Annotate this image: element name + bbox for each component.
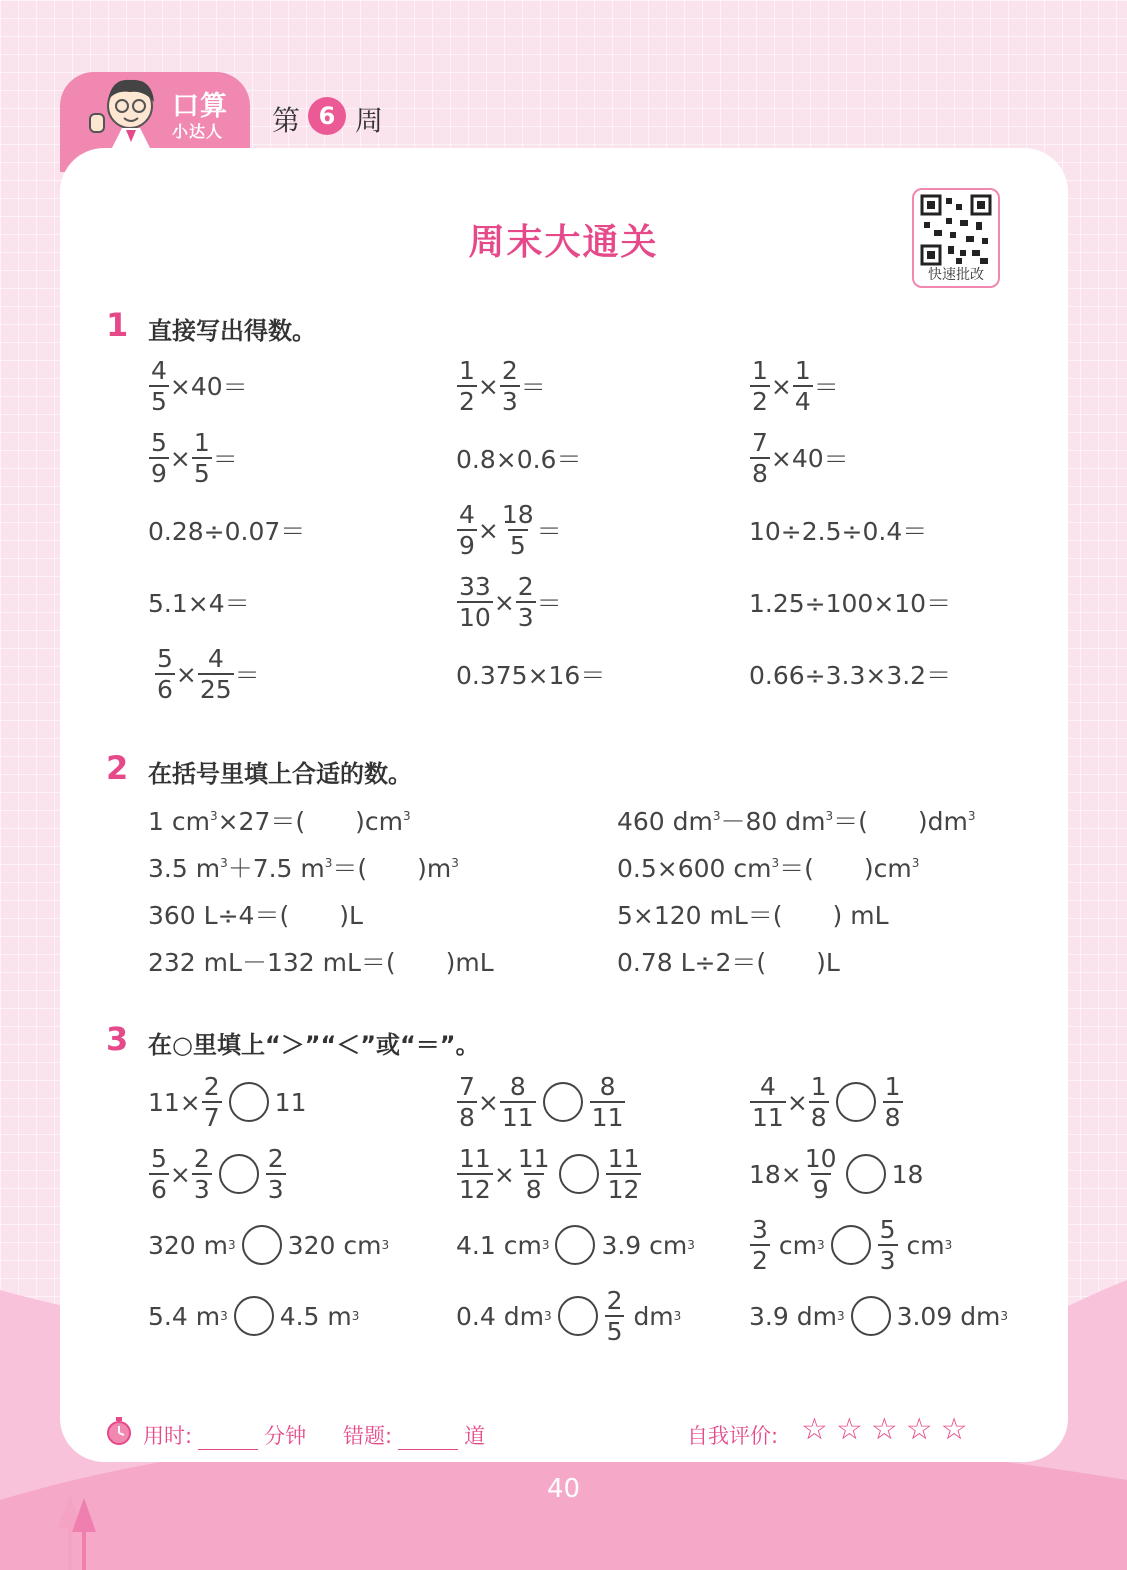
problem-1-15[interactable]: 0.66÷3.3×3.2＝ (749, 661, 952, 690)
compare-3-11[interactable]: 0.4 dm 3 $\frac{2}{5}$ dm 3 (456, 1286, 682, 1346)
compare-circle[interactable] (851, 1296, 891, 1336)
problem-1-11[interactable]: $\frac{33}{10}$ × $\frac{2}{3}$ ＝ (459, 572, 562, 632)
problem-1-3[interactable]: $\frac{1}{2}$ × $\frac{1}{4}$ ＝ (752, 356, 839, 416)
self-evaluation: 自我评价: (687, 1424, 779, 1448)
fill-2-8[interactable]: 0.78 L÷2＝( )L (617, 948, 840, 977)
compare-circle[interactable] (242, 1225, 282, 1265)
badge-subtitle: 小达人 (172, 122, 224, 141)
boy-mascot-icon (82, 72, 164, 148)
problem-1-10[interactable]: 5.1×4＝ (148, 589, 250, 618)
compare-3-9[interactable]: $\frac{3}{2}$ cm 3 $\frac{5}{3}$ cm 3 (752, 1215, 953, 1275)
fill-2-7[interactable]: 5×120 mL＝( ) mL (617, 901, 889, 930)
compare-circle[interactable] (558, 1296, 598, 1336)
badge-title: 口算 (172, 91, 228, 122)
fill-2-3[interactable]: 360 L÷4＝( )L (148, 901, 363, 930)
section-3-instruction: 在○里填上“＞”“＜”或“＝”。 (148, 1031, 480, 1059)
compare-circle[interactable] (219, 1154, 259, 1194)
compare-3-4[interactable]: $\frac{5}{6}$ × $\frac{2}{3}$ $\frac{2}{3}$ (151, 1144, 284, 1204)
page-title: 周末大通关 (468, 222, 659, 263)
compare-circle[interactable] (846, 1154, 886, 1194)
errors-field[interactable]: 错题: 道 (343, 1424, 486, 1448)
compare-3-5[interactable]: $\frac{11}{12}$ × $\frac{11}{8}$ $\frac{11}{12}$ (459, 1144, 640, 1204)
compare-circle[interactable] (555, 1225, 595, 1265)
stopwatch-icon (105, 1416, 133, 1446)
problem-1-6[interactable]: $\frac{7}{8}$ × 40 ＝ (752, 428, 849, 488)
compare-circle[interactable] (836, 1082, 876, 1122)
section-2-number: 2 (106, 749, 129, 787)
compare-circle[interactable] (559, 1154, 599, 1194)
time-spent-field[interactable]: 用时: 分钟 (143, 1424, 307, 1448)
problem-1-7[interactable]: 0.28÷0.07＝ (148, 517, 306, 546)
problem-1-14[interactable]: 0.375×16＝ (456, 661, 606, 690)
problem-1-1[interactable]: $\frac{4}{5}$ × 40 ＝ (151, 356, 248, 416)
problem-1-5[interactable]: 0.8×0.6＝ (456, 445, 582, 474)
section-1-instruction: 直接写出得数。 (148, 317, 316, 345)
problem-1-8[interactable]: $\frac{4}{9}$ × $\frac{18}{5}$ ＝ (459, 500, 562, 560)
star-icon[interactable]: ☆ (905, 1412, 933, 1447)
week-number: 6 (308, 97, 346, 135)
compare-circle[interactable] (234, 1296, 274, 1336)
compare-3-8[interactable]: 4.1 cm 3 3.9 cm 3 (456, 1207, 695, 1283)
problem-1-12[interactable]: 1.25÷100×10＝ (749, 589, 952, 618)
fill-2-4[interactable]: 232 mL－132 mL＝( )mL (148, 948, 494, 977)
section-1-number: 1 (106, 306, 129, 344)
problem-1-9[interactable]: 10÷2.5÷0.4＝ (749, 517, 928, 546)
fill-2-1[interactable]: 1 $cm^3\times 27=$( )$cm^3$ (148, 807, 411, 836)
star-icon[interactable]: ☆ (801, 1412, 828, 1447)
fill-2-5[interactable]: 460 $dm^3-80$ $dm^3=$( )$dm^3$ (617, 807, 976, 836)
compare-3-3[interactable]: $\frac{4}{11}$ × $\frac{1}{8}$ $\frac{1}{8}$ (752, 1072, 901, 1132)
compare-3-12[interactable]: 3.9 dm 3 3.09 dm 3 (749, 1278, 1008, 1354)
problem-1-2[interactable]: $\frac{1}{2}$ × $\frac{2}{3}$ ＝ (459, 356, 546, 416)
fill-2-6[interactable]: 0.5×600 $cm^3=$( )$cm^3$ (617, 854, 920, 883)
compare-3-10[interactable]: 5.4 m 3 4.5 m 3 (148, 1278, 359, 1354)
week-prefix: 第 (272, 104, 301, 137)
section-3-number: 3 (106, 1020, 129, 1058)
page-number: 40 (546, 1474, 581, 1504)
section-2-instruction: 在括号里填上合适的数。 (148, 760, 412, 788)
fill-2-2[interactable]: 3.5 $m^3+7.5$ $m^3=$( )$m^3$ (148, 854, 459, 883)
problem-1-13[interactable]: $\frac{5}{6}$ × $\frac{4}{25}$ ＝ (157, 644, 260, 704)
tree-icon (56, 1494, 100, 1570)
rating-stars[interactable] (793, 1412, 968, 1447)
star-icon[interactable]: ☆ (870, 1412, 898, 1447)
qr-code-icon (920, 194, 992, 266)
star-icon[interactable]: ☆ (835, 1412, 863, 1447)
compare-circle[interactable] (831, 1225, 871, 1265)
compare-3-2[interactable]: $\frac{7}{8}$ × $\frac{8}{11}$ $\frac{8}{11}$ (459, 1072, 624, 1132)
compare-circle[interactable] (543, 1082, 583, 1122)
compare-3-1[interactable]: 11× $\frac{2}{7}$ 11 (148, 1072, 307, 1132)
star-icon[interactable]: ☆ (940, 1412, 968, 1447)
compare-3-7[interactable]: 320 m 3 320 cm 3 (148, 1207, 389, 1283)
qr-code-label: 快速批改 (928, 267, 984, 283)
compare-circle[interactable] (229, 1082, 269, 1122)
compare-3-6[interactable]: 18× $\frac{10}{9}$ 18 (749, 1144, 924, 1204)
problem-1-4[interactable]: $\frac{5}{9}$ × $\frac{1}{5}$ ＝ (151, 428, 238, 488)
week-suffix: 周 (355, 104, 384, 137)
